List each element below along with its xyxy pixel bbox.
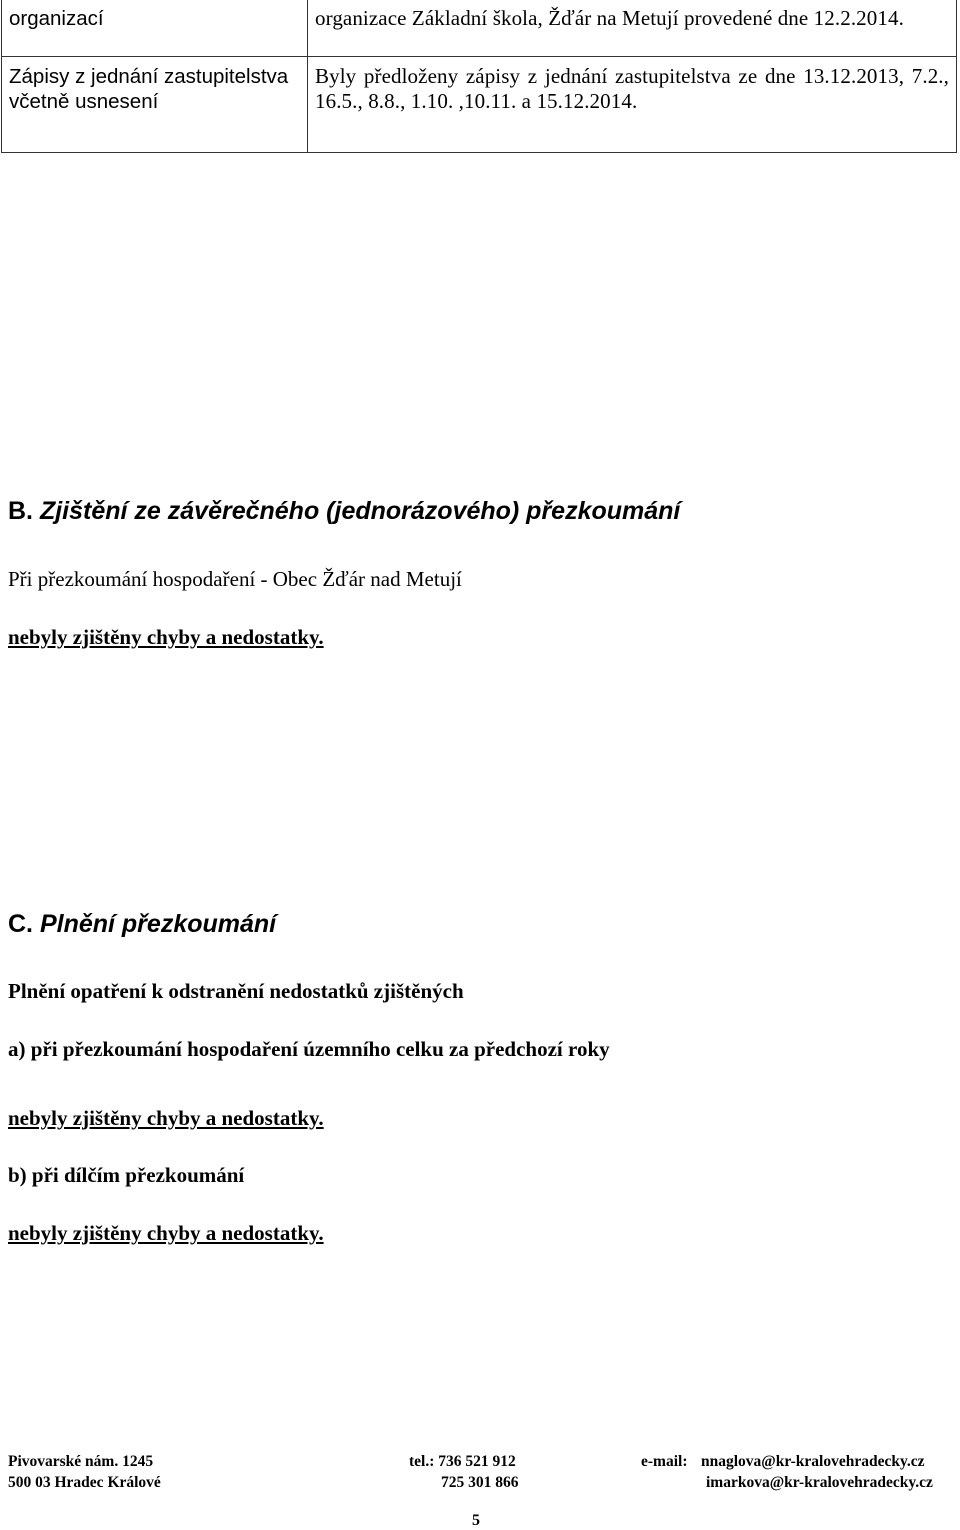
section-b-result: nebyly zjištěny chyby a nedostatky.: [8, 625, 324, 649]
section-c-letter: C.: [8, 910, 33, 938]
footer-email-label: e-mail:: [641, 1453, 688, 1470]
footer-address-line1: Pivovarské nám. 1245: [8, 1453, 154, 1470]
section-c-heading: [8, 910, 276, 939]
section-c-b-label: b) při dílčím přezkoumání: [8, 1163, 245, 1187]
page-number: 5: [472, 1512, 480, 1529]
footer-tel: tel.: 736 521 912: [409, 1453, 516, 1470]
section-c-b-result: nebyly zjištěny chyby a nedostatky.: [8, 1221, 324, 1245]
section-b-line1: Při přezkoumání hospodaření - Obec Žďár nad Metují: [8, 567, 462, 591]
table-row: [2, 57, 957, 153]
footer-email1: nnaglova@kr-kralovehradecky.cz: [701, 1453, 925, 1470]
footer-tel2: 725 301 866: [441, 1474, 519, 1491]
section-b-heading: [8, 497, 680, 526]
section-b-title: Zjištění ze závěrečného (jednorázového) přezkoumání: [39, 497, 681, 525]
section-c-line1: Plnění opatření k odstranění nedostatků zjištěných: [8, 979, 464, 1003]
table-cell-text: organizace Základní škola, Žďár na Metují provedené dne 12.2.2014.: [308, 0, 957, 57]
review-table: [1, 0, 957, 153]
table-cell-label: organizací: [2, 0, 308, 57]
section-c-a-label: a) při přezkoumání hospodaření územního celku za předchozí roky: [8, 1037, 610, 1061]
section-c-title: Plnění přezkoumání: [39, 910, 277, 938]
footer-address-line2: 500 03 Hradec Králové: [8, 1474, 161, 1491]
table-cell-text: Byly předloženy zápisy z jednání zastupitelstva ze dne 13.12.2013, 7.2., 16.5., 8.8., 1.10. ,10.11. a 15.12.2014.: [308, 57, 957, 153]
section-b-letter: B.: [8, 497, 33, 525]
table-row: [2, 0, 957, 57]
section-c-a-result: nebyly zjištěny chyby a nedostatky.: [8, 1106, 324, 1130]
footer-email2: imarkova@kr-kralovehradecky.cz: [706, 1474, 933, 1491]
table-cell-label: Zápisy z jednání zastupitelstva včetně usnesení: [2, 57, 308, 153]
